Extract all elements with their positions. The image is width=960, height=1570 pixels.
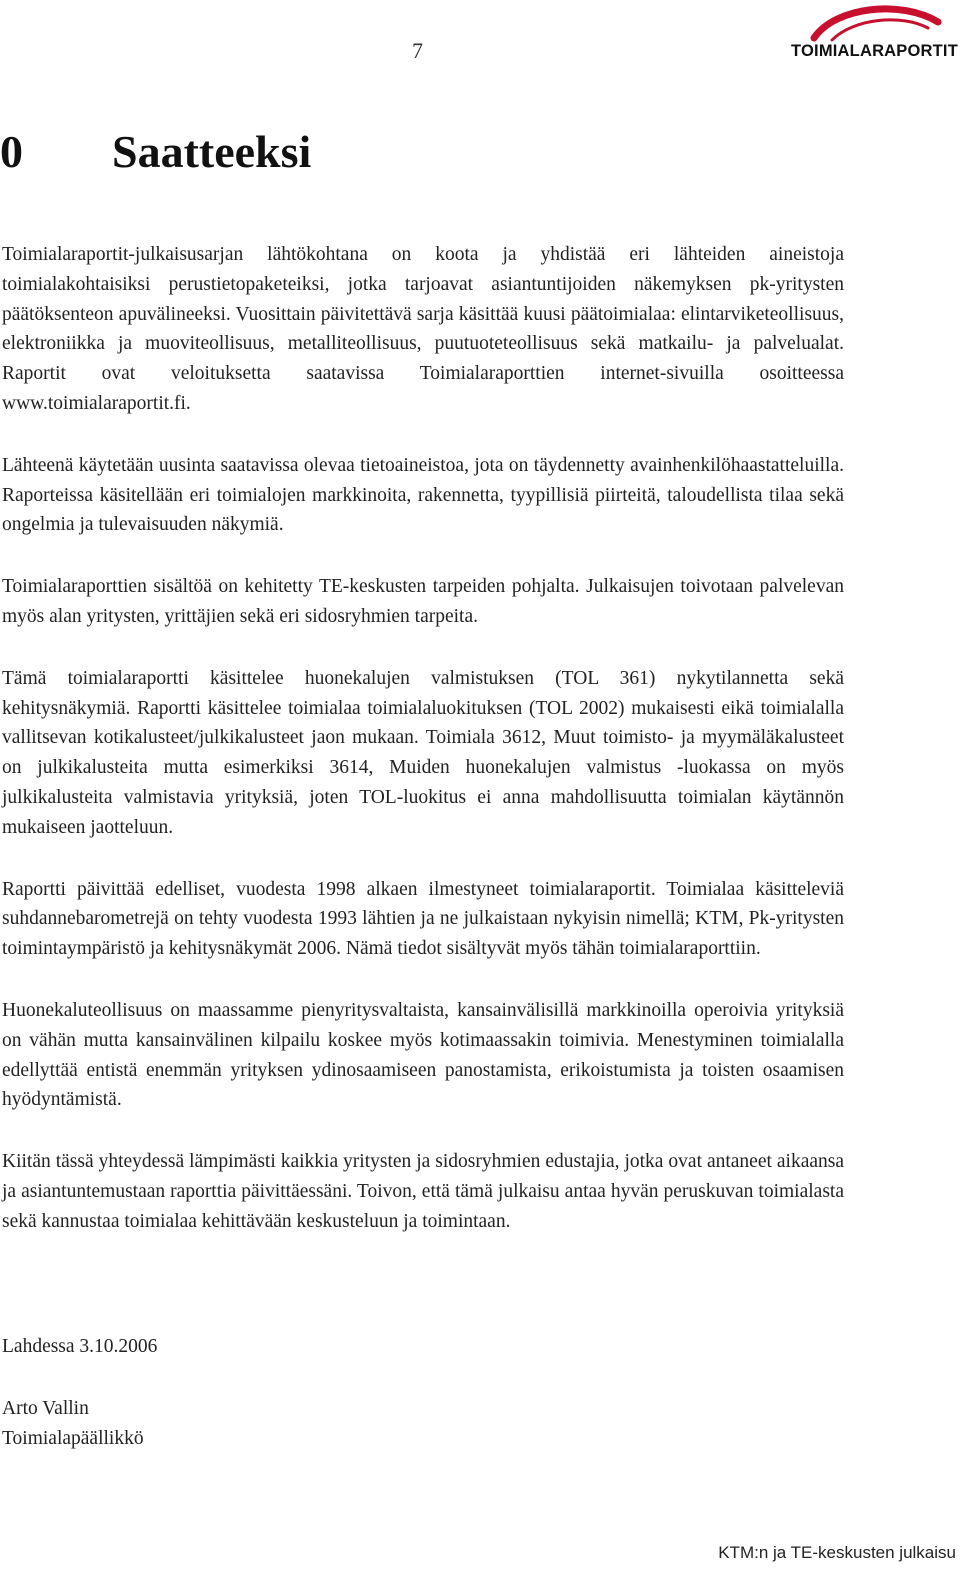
signature-name: Arto Vallin bbox=[2, 1398, 89, 1419]
logo-arc-icon bbox=[806, 2, 946, 42]
footer: KTM:n ja TE-keskusten julkaisu bbox=[718, 1543, 956, 1562]
paragraph: Kiitän tässä yhteydessä lämpimästi kaikkia yritysten ja sidosryhmien edustajia, jotka ovat antaneet aikaansa ja asiantuntemustaan raporttia päivittäessäni. Toivon, että tämä julkaisu antaa hyvän peruskuvan toimialasta sekä kannustaa toimialaa kehittävään keskusteluun ja toimintaan. bbox=[2, 1151, 844, 1232]
page-number: 7 bbox=[412, 38, 423, 63]
toimialaraportit-logo bbox=[786, 2, 958, 66]
place-date: Lahdessa 3.10.2006 bbox=[2, 1336, 158, 1357]
body-text bbox=[2, 240, 844, 1269]
chapter-heading bbox=[0, 126, 311, 178]
chapter-number: 0 bbox=[0, 126, 23, 177]
paragraph: Toimialaraportit-julkaisusarjan lähtökohtana on koota ja yhdistää eri lähteiden aineistoja toimialakohtaisiksi perustietopaketeiksi, jotka tarjoavat asiantuntijoiden näkemyksen pk-yritysten päätöksenteon apuvälineeksi. Vuosittain päivitettävä sarja käsittää kuusi päätoimialaa: elintarviketeollisuus, elektroniikka ja muoviteollisuus, metalliteollisuus, puutuoteteollisuus sekä matkailu- ja palvelualat. Raportit ovat veloituksetta saatavissa Toimialaraporttien internet-sivuilla osoitteessa www.toimialaraportit.fi. bbox=[2, 244, 844, 414]
paragraph: Huonekaluteollisuus on maassamme pienyritysvaltaista, kansainvälisillä markkinoilla operoivia yrityksiä on vähän mutta kansainvälinen kilpailu koskee myös kotimaassakin toimivia. Menestyminen toimialalla edellyttää entistä enemmän yrityksen ydinosaamiseen panostamista, erikoistumista ja toisten osaamisen hyödyntämistä. bbox=[2, 999, 844, 1111]
signature-role: Toimialapäällikkö bbox=[2, 1428, 144, 1449]
chapter-title: Saatteeksi bbox=[112, 126, 312, 177]
paragraph: Toimialaraporttien sisältöä on kehitetty TE-keskusten tarpeiden pohjalta. Julkaisujen toivotaan palvelevan myös alan yritysten, yrittäjien sekä eri sidosryhmien tarpeita. bbox=[2, 576, 844, 627]
paragraph: Lähteenä käytetään uusinta saatavissa olevaa tietoaineistoa, jota on täydennetty avainhenkilöhaastatteluilla. Raporteissa käsitellään eri toimialojen markkinoita, rakennetta, tyypillisiä piirteitä, taloudellista tilaa sekä ongelmia ja tulevaisuuden näkymiä. bbox=[2, 454, 844, 536]
logo-text: TOIMIALARAPORTIT bbox=[791, 42, 958, 60]
paragraph: Raportti päivittää edelliset, vuodesta 1998 alkaen ilmestyneet toimialaraportit. Toimialaa käsitteleviä suhdannebarometrejä on tehty vuodesta 1993 lähtien ja ne julkaistaan nykyisin nimellä; KTM, Pk-yritysten toimintaympäristö ja kehitysnäkymät 2006. Nämä tiedot sisältyvät myös tähän toimialaraporttiin. bbox=[2, 878, 844, 960]
paragraph: Tämä toimialaraportti käsittelee huonekalujen valmistuksen (TOL 361) nykytilannetta sekä kehitysnäkymiä. Raportti käsittelee toimialaa toimialaluokituksen (TOL 2002) mukaisesti eikä toimialalla vallitsevan kotikalusteet/julkikalusteet jaon mukaan. Toimiala 3612, Muut toimisto- ja myymäläkalusteet on julkikalusteita mutta esimerkiksi 3614, Muiden huonekalujen valmistus -luokassa on myös julkikalusteita valmistavia yrityksiä, joten TOL-luokitus ei anna mahdollisuutta toimialan käytännön mukaiseen jaotteluun. bbox=[2, 667, 844, 838]
